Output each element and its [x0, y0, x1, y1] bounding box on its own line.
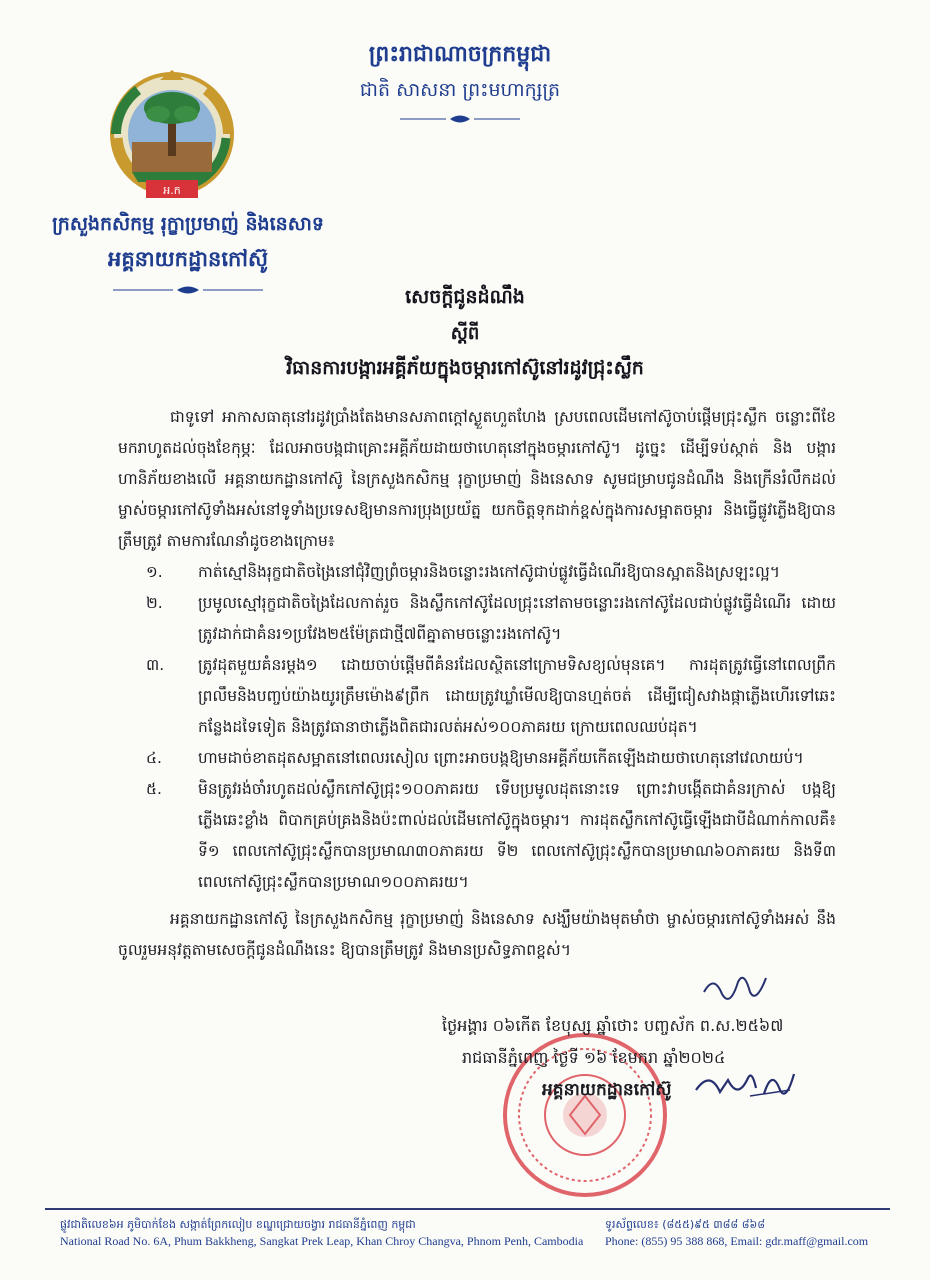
initial-signature	[700, 968, 770, 1008]
svg-text:អ.ក: អ.ក	[163, 184, 181, 197]
list-item-text: ប្រមូលស្មៅរុក្ខជាតិចង្រៃដែលកាត់រួច និងស្លឹកកៅស៊ូដែលជ្រុះនៅតាមចន្លោះរងកៅស៊ូដែលជាប់ផ្លូវធ្វើដំណើរ ដោយត្រូវដាក់ជាគំនរ១ប្រវែង២៥ម៉ែត្រជាថ្មី៧ពីគ្នាតាមចន្លោះរងកៅស៊ូ។	[198, 594, 836, 643]
list-item	[118, 557, 836, 588]
closing-paragraph: អគ្គនាយកដ្ឋានកៅស៊ូ នៃក្រសួងកសិកម្ម រុក្ខាប្រមាញ់ និងនេសាទ សង្ឃឹមយ៉ាងមុតមាំថា ម្ចាស់ចម្ការកៅស៊ូទាំងអស់ នឹងចូលរួមអនុវត្តតាមសេចក្តីជូនដំណឹងនេះ ឱ្យបានត្រឹមត្រូវ និងមានប្រសិទ្ធភាពខ្ពស់។	[118, 910, 836, 959]
list-item	[118, 743, 836, 774]
list-item-number: ១.	[146, 563, 163, 581]
kingdom-title: ព្រះរាជាណាចក្រកម្ពុជា	[368, 42, 552, 67]
notice-title: សេចក្តីជូនដំណឹង	[405, 286, 525, 308]
footer-address	[60, 1216, 583, 1250]
notice-subject: វិធានការបង្ការអគ្គីភ័យក្នុងចម្ការកៅស៊ូនៅរដូវជ្រុះស្លឹក	[286, 357, 644, 379]
list-item-text: មិនត្រូវរង់ចាំរហូតដល់ស្លឹកកៅស៊ូជ្រុះ១០០ភាគរយ ទើបប្រមូលដុតនោះទេ ព្រោះវាបង្កើតជាគំនរក្រាស់ បង្កឱ្យភ្លើងឆេះខ្លាំង ពិបាកគ្រប់គ្រងនិងប៉ះពាល់ដល់ដើមកៅស៊ូក្នុងចម្ការ។ ការដុតស្លឹកកៅស៊ូធ្វើឡើងជាបីដំណាក់កាលគឺ៖ ទី១ ពេលកៅស៊ូជ្រុះស្លឹកបានប្រមាណ៣០ភាគរយ ទី២ ពេលកៅស៊ូជ្រុះស្លឹកបានប្រមាណ៦០ភាគរយ និងទី៣ ពេលកៅស៊ូជ្រុះស្លឹកបានប្រមាណ១០០ភាគរយ។	[198, 780, 836, 891]
list-item-text: ត្រូវដុតមួយគំនរម្តង១ ដោយចាប់ផ្តើមពីគំនរដែលស្ថិតនៅក្រោមទិសខ្យល់មុនគេ។ ការដុតត្រូវធ្វើនៅពេលព្រឹកព្រលឹមនិងបញ្ចប់យ៉ាងយូរត្រឹមម៉ោង៩ព្រឹក ដោយត្រូវឃ្លាំមើលឱ្យបានហ្មត់ចត់ ដើម្បីជៀសវាងផ្កាភ្លើងហើរទៅឆេះកន្លែងដទៃទៀត និងត្រូវធានាថាភ្លើងពិតជារលត់អស់១០០ភាគរយ ក្រោយពេលឈប់ដុត។	[198, 656, 836, 736]
national-motto: ជាតិ សាសនា ព្រះមហាក្សត្រ	[359, 79, 561, 101]
department-name: អគ្គនាយកដ្ឋានកៅស៊ូ	[108, 247, 268, 271]
notice-body	[118, 402, 836, 966]
phone-khmer: ទូរស័ព្ទលេខ៖ (៨៥៥)៩៥ ៣៨៨ ៨៦៨	[605, 1218, 766, 1231]
about-label: ស្តីពី	[450, 323, 480, 344]
notice-titles	[200, 285, 730, 384]
director-signature	[690, 1060, 800, 1110]
list-item-number: ២.	[146, 594, 163, 612]
ministry-name: ក្រសួងកសិកម្ម រុក្ខាប្រមាញ់ និងនេសាទ	[52, 213, 324, 235]
footer-divider	[45, 1208, 890, 1210]
address-english: National Road No. 6A, Phum Bakkheng, Sangkat Prek Leap, Khan Chroy Changva, Phnom Penh, Cambodia	[60, 1234, 584, 1248]
list-item	[118, 588, 836, 650]
instruction-list	[118, 557, 836, 898]
kingdom-header	[300, 40, 620, 124]
ornament-divider	[400, 114, 520, 124]
signatory: អគ្គនាយកដ្ឋានកៅស៊ូ	[542, 1080, 672, 1100]
list-item-text: ហាមដាច់ខាតដុតសម្អាតនៅពេលរសៀល ព្រោះអាចបង្កឱ្យមានអគ្គីភ័យកើតឡើងដាយថាហេតុនៅវេលាយប់។	[198, 749, 804, 767]
ministry-logo	[98, 68, 246, 212]
address-khmer: ផ្លូវជាតិលេខ៦អ ភូមិបាក់ខែង សង្កាត់ព្រែកលៀប ខណ្ឌជ្រោយចង្វារ រាជធានីភ្នំពេញ កម្ពុជា	[60, 1218, 416, 1231]
list-item-text: កាត់ស្មៅនិងរុក្ខជាតិចង្រៃនៅជុំវិញព្រំចម្ការនិងចន្លោះរងកៅស៊ូជាប់ផ្លូវធ្វើដំណើរឱ្យបានស្អាតនិងស្រឡះល្អ។	[198, 563, 780, 581]
solar-date: រាជធានីភ្នំពេញ ថ្ងៃទី ១៦ ខែមករា ឆ្នាំ២០២៤	[462, 1048, 726, 1067]
ministry-header	[38, 212, 338, 295]
list-item	[118, 650, 836, 743]
list-item-number: ៣.	[146, 656, 165, 674]
contact-english: Phone: (855) 95 388 868, Email: gdr.maff@gmail.com	[605, 1234, 869, 1248]
list-item	[118, 774, 836, 898]
intro-paragraph: ជាទូទៅ អាកាសធាតុនៅរដូវប្រាំងតែងមានសភាពក្តៅស្ងួតហួតហែង ស្របពេលដើមកៅស៊ូចាប់ផ្តើមជ្រុះស្លឹក ចន្លោះពីខែមករាហូតដល់ចុងខែកុម្ភៈ ដែលអាចបង្កជាគ្រោះអគ្គីភ័យដាយថាហេតុនៅក្នុងចម្ការកៅស៊ូ។ ដូច្នេះ ដើម្បីទប់ស្កាត់ និង បង្ការ ហានិភ័យខាងលើ អគ្គនាយកដ្ឋានកៅស៊ូ នៃក្រសួងកសិកម្ម រុក្ខាប្រមាញ់ និងនេសាទ សូមជម្រាបជូនដំណឹង និងក្រើនរំលឹកដល់ម្ចាស់ចម្ការកៅស៊ូទាំងអស់នៅទូទាំងប្រទេសឱ្យមានការប្រុងប្រយ័ត្ន យកចិត្តទុកដាក់ខ្ពស់ក្នុងការសម្អាតចម្ការ និងធ្វើផ្លូវភ្លើងឱ្យបានត្រឹមត្រូវ តាមការណែនាំដូចខាងក្រោម៖	[118, 408, 836, 550]
list-item-number: ៤.	[146, 749, 162, 767]
list-item-number: ៥.	[146, 780, 162, 798]
lunar-date: ថ្ងៃអង្គារ ០៦កើត ខែបុស្ស ឆ្នាំថោះ បញ្ចស័ក ព.ស.២៥៦៧	[442, 1016, 784, 1035]
footer-contact	[605, 1216, 868, 1250]
